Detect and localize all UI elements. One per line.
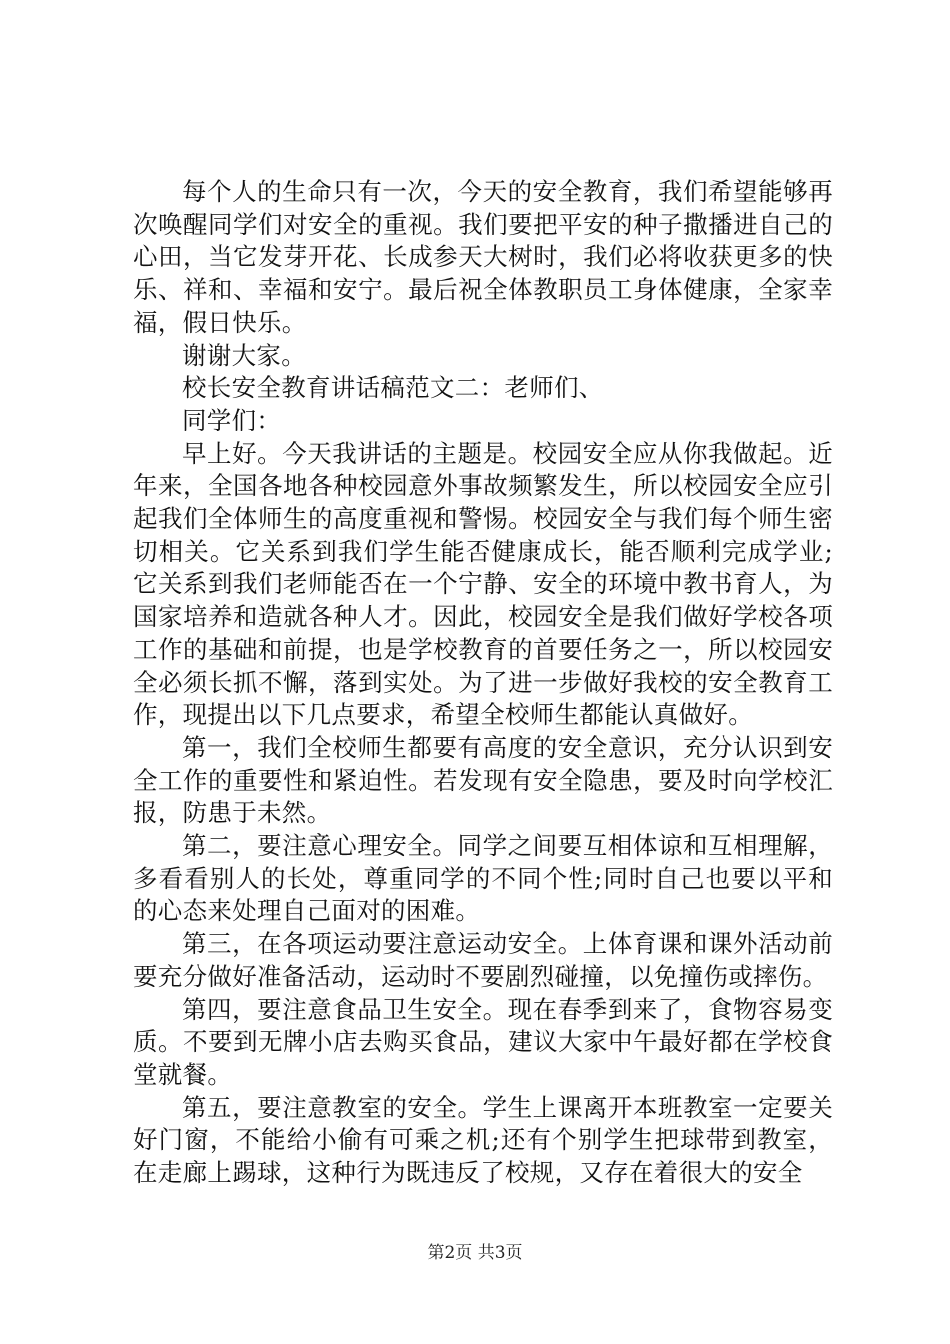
- page-number-label: 第2页 共3页: [427, 1243, 523, 1263]
- paragraph-fifth: 第五，要注意教室的安全。学生上课离开本班教室一定要关好门窗，不能给小偷有可乘之机;还有个别学生把球带到教室，在走廊上踢球，这种行为既违反了校规，又存在着很大的安全: [133, 1092, 833, 1188]
- paragraph-sample-title: 校长安全教育讲话稿范文二：老师们、: [182, 373, 604, 403]
- paragraph-closing: 每个人的生命只有一次，今天的安全教育，我们希望能够再次唤醒同学们对安全的重视。我们要把平安的种子撒播进自己的心田，当它发芽开花、长成参天大树时，我们必将收获更多的快乐、祥和、幸福和安宁。最后祝全体教职员工身体健康，全家幸福，假日快乐。: [133, 177, 833, 337]
- paragraph-third: 第三，在各项运动要注意运动安全。上体育课和课外活动前要充分做好准备活动，运动时不要剧烈碰撞，以免撞伤或摔伤。: [133, 929, 833, 991]
- paragraph-fourth: 第四，要注意食品卫生安全。现在春季到来了，食物容易变质。不要到无牌小店去购买食品，建议大家中午最好都在学校食堂就餐。: [133, 994, 833, 1089]
- paragraph-intro: 早上好。今天我讲话的主题是。校园安全应从你我做起。近年来，全国各地各种校园意外事故频繁发生，所以校园安全应引起我们全体师生的高度重视和警惕。校园安全与我们每个师生密切相关。它关系到我们学生能否健康成长，能否顺利完成学业;它关系到我们老师能否在一个宁静、安全的环境中教书育人，为国家培养和造就各种人才。因此，校园安全是我们做好学校各项工作的基础和前提，也是学校教育的首要任务之一，所以校园安全必须长抓不懈，落到实处。为了进一步做好我校的安全教育工作，现提出以下几点要求，希望全校师生都能认真做好。: [133, 438, 833, 730]
- paragraph-second: 第二，要注意心理安全。同学之间要互相体谅和互相理解，多看看别人的长处，尊重同学的不同个性;同时自己也要以平和的心态来处理自己面对的困难。: [133, 831, 833, 926]
- paragraph-thanks: 谢谢大家。: [182, 340, 306, 370]
- document-body: [133, 176, 833, 1190]
- page-footer: [0, 1242, 950, 1264]
- paragraph-greeting: 同学们：: [182, 405, 282, 435]
- paragraph-first: 第一，我们全校师生都要有高度的安全意识，充分认识到安全工作的重要性和紧迫性。若发现有安全隐患，要及时向学校汇报，防患于未然。: [133, 732, 833, 828]
